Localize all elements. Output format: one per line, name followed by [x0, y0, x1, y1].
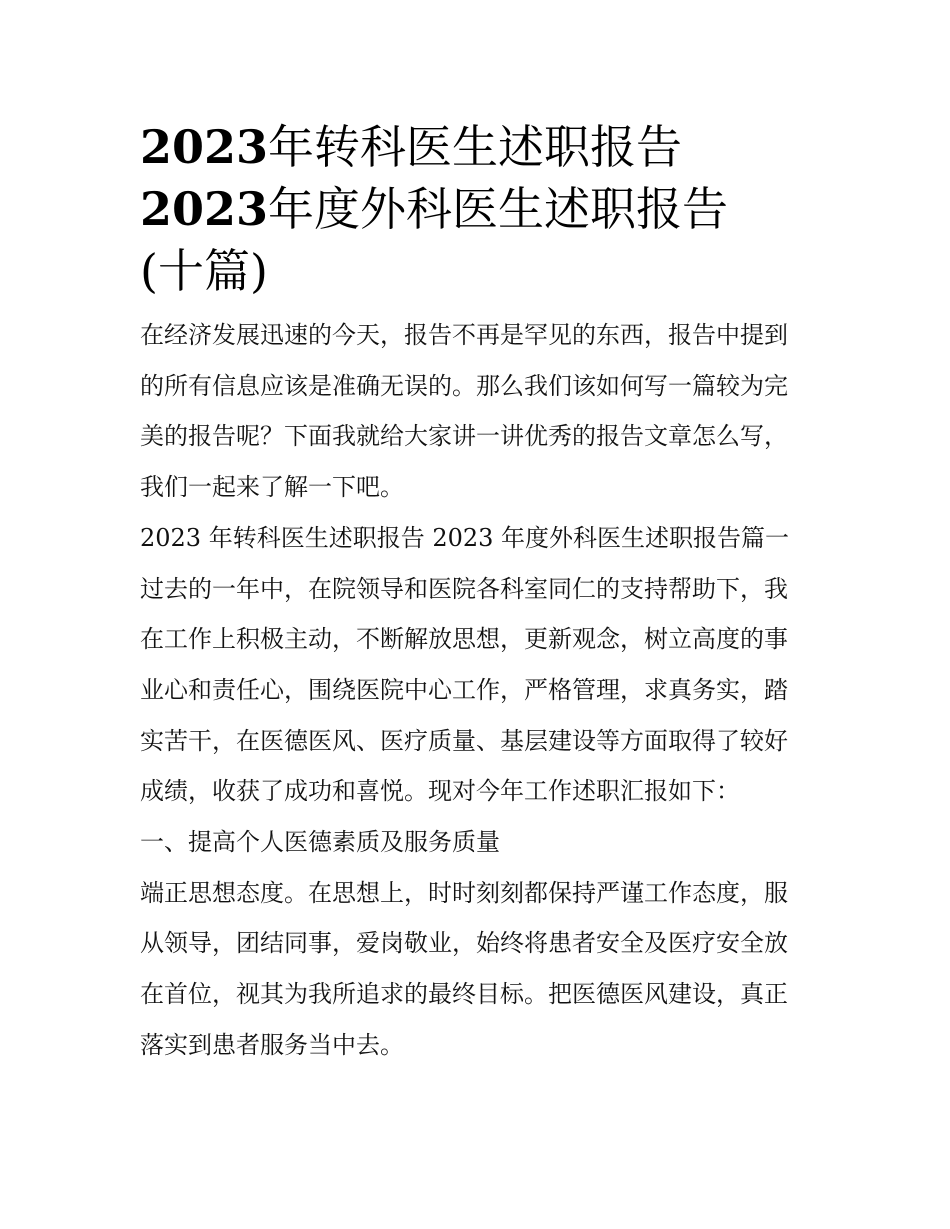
detail-line: 落实到患者服务当中去。: [140, 1030, 404, 1059]
subheading: 一、提高个人医德素质及服务质量: [140, 828, 500, 857]
title-text-3: (十篇): [140, 244, 268, 298]
title-text-2: 年度外科医生述职报告: [268, 182, 729, 236]
body-line: 过去的一年中，在院领导和医院各科室同仁的支持帮助下，我: [140, 574, 788, 603]
body-line: 成绩，收获了成功和喜悦。现对今年工作述职汇报如下：: [140, 777, 740, 806]
intro-paragraph: [140, 310, 830, 513]
detail-line: 端正思想态度。在思想上，时时刻刻都保持严谨工作态度，服: [140, 878, 788, 907]
body-line: 实苦干，在医德医风、医疗质量、基层建设等方面取得了较好: [140, 726, 788, 755]
intro-line: 的所有信息应该是准确无误的。那么我们该如何写一篇较为完: [140, 371, 788, 400]
document-title: [140, 116, 830, 302]
detail-paragraph: [140, 868, 830, 1071]
document-body: [140, 116, 830, 1071]
title-text-1: 年转科医生述职报告: [268, 120, 683, 174]
intro-line: 美的报告呢？下面我就给大家讲一讲优秀的报告文章怎么写，: [140, 422, 788, 451]
body-paragraph: [140, 564, 830, 818]
title-line-2: [140, 178, 830, 240]
title-year-1: 2023: [140, 120, 269, 174]
body-line: 业心和责任心，围绕医院中心工作，严格管理，求真务实，踏: [140, 675, 788, 704]
title-line-3: [140, 240, 830, 302]
detail-line: 在首位，视其为我所追求的最终目标。把医德医风建设，真正: [140, 980, 788, 1009]
intro-line: 在经济发展迅速的今天，报告不再是罕见的东西，报告中提到: [140, 321, 788, 349]
section-title: 2023 年转科医生述职报告 2023 年度外科医生述职报告篇一: [140, 523, 790, 552]
body-line: 在工作上积极主动，不断解放思想，更新观念，树立高度的事: [140, 625, 788, 654]
detail-line: 从领导，团结同事，爱岗敬业，始终将患者安全及医疗安全放: [140, 929, 788, 958]
intro-line: 我们一起来了解一下吧。: [140, 473, 404, 502]
title-year-2: 2023: [140, 182, 269, 236]
title-line-1: [140, 116, 830, 178]
